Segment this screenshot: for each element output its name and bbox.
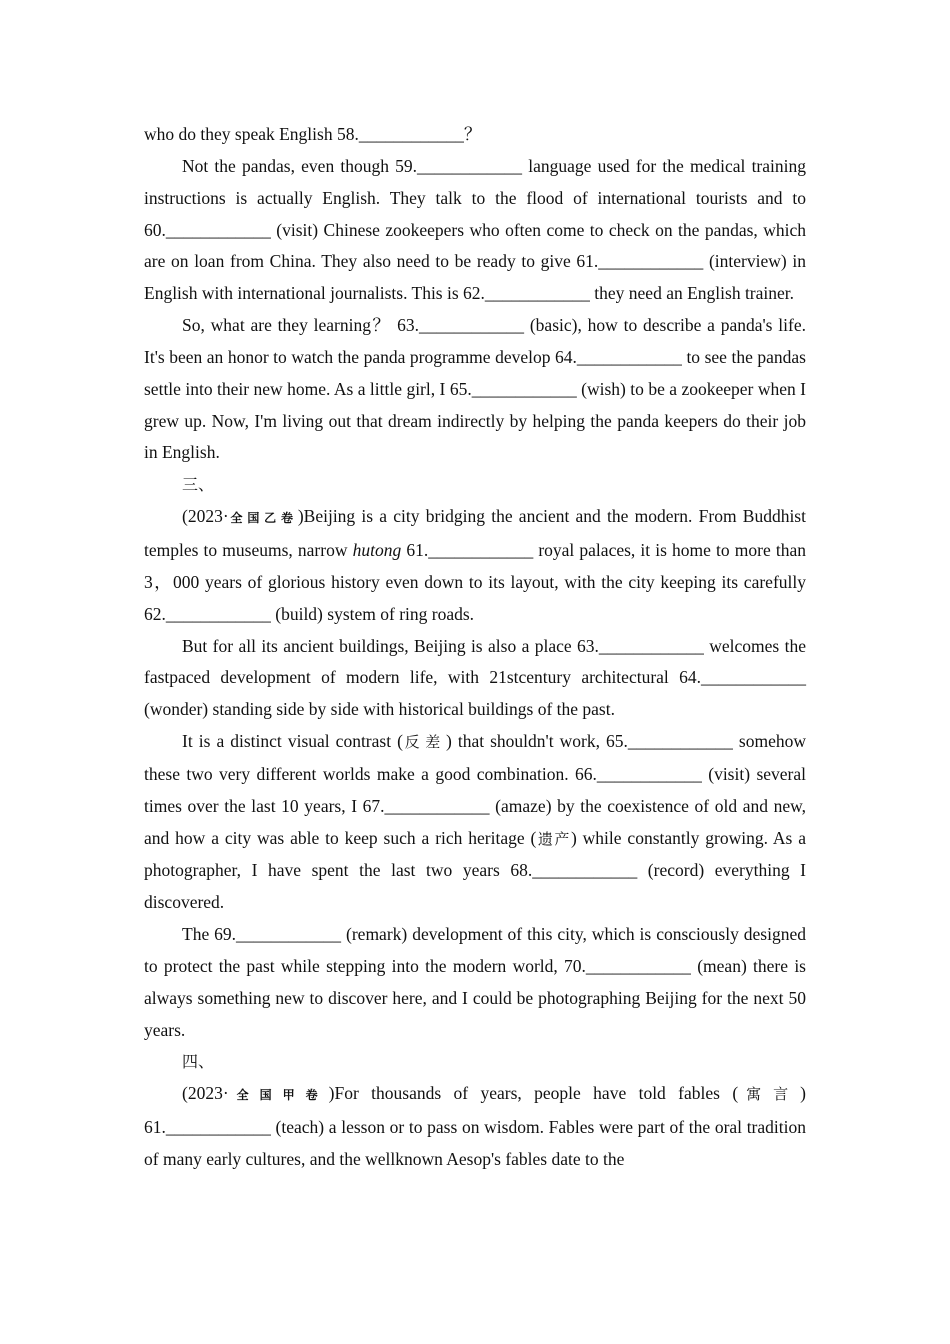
chinese-gloss: 寓言	[738, 1085, 801, 1104]
paragraph-fables-1	[144, 1078, 806, 1176]
section-heading-4: 四、	[182, 1052, 215, 1072]
paragraph-text: ) while constantly growing. As a photographer, I have spent the last two years 68.____________ (record) everything I discovered.	[144, 827, 806, 913]
paragraph-beijing-2: But for all its ancient buildings, Beijing is also a place 63.____________ welcomes the fastpaced development of modern life, with 21stcentury architectural 64.____________ (wonder) standing side by side with historical buildings of the past.	[144, 635, 806, 720]
source-year: (2023·	[182, 1083, 229, 1104]
paragraph-text: ) that shouldn't work, 65.____________ somehow these two very different worlds make a good combination. 66.____________ (visit) several times over the last 10 years, I 67.____________ (amaze) by the coexistence of old and new, and how a city was able to keep such a rich heritage (	[144, 731, 806, 848]
paragraph-beijing-4: The 69.____________ (remark) development of this city, which is consciously designed to protect the past while stepping into the modern world, 70.____________ (mean) there is always something new to discover here, and I could be photographing Beijing for the next 50 years.	[144, 924, 806, 1040]
source-label: 全国乙卷	[228, 511, 298, 526]
paragraph-text: )Beijing is a city bridging the ancient and the modern. From Buddhist temples to museums, narrow	[144, 506, 806, 560]
paragraph-continuation: who do they speak English 58.____________？	[144, 124, 482, 144]
paragraph-pandas-2: So, what are they learning？ 63.____________ (basic), how to describe a panda's life. It's been an honor to watch the panda programme develop 64.____________ to see the pandas settle into their new home. As a little girl, I 65.____________ (wish) to be a zookeeper when I grew up. Now, I'm living out that dream indirectly by helping the panda keepers do their job in English.	[144, 315, 806, 463]
italic-term: hutong	[352, 539, 402, 560]
chinese-gloss: 遗产	[536, 829, 571, 848]
paragraph-beijing-3	[144, 726, 806, 919]
chinese-gloss: 反差	[402, 733, 446, 752]
paragraph-text: ) 61.____________ (teach) a lesson or to pass on wisdom. Fables were part of the oral tradition of many early cultures, and the wellknown Aesop's fables date to the	[144, 1083, 806, 1169]
section-heading-3: 三、	[182, 475, 215, 495]
paragraph-text: 61.____________ royal palaces, it is home to more than 3，000 years of glorious history even down to its layout, with the city keeping its carefully 62.____________ (build) system of ring roads.	[144, 539, 806, 624]
source-label: 全国甲卷	[228, 1088, 329, 1103]
paragraph-beijing-1	[144, 501, 806, 630]
document-page	[144, 119, 806, 1176]
paragraph-text: )For thousands of years, people have told fables (	[328, 1083, 739, 1104]
paragraph-pandas-1: Not the pandas, even though 59.____________ language used for the medical training instructions is actually English. They talk to the flood of international tourists and to 60.____________ (visit) Chinese zookeepers who often come to check on the pandas, which are on loan from China. They also need to be ready to give 61.____________ (interview) in English with international journalists. This is 62.____________ they need an English trainer.	[144, 155, 806, 304]
source-year: (2023·	[182, 506, 229, 527]
paragraph-text: It is a distinct visual contrast (	[182, 731, 403, 752]
